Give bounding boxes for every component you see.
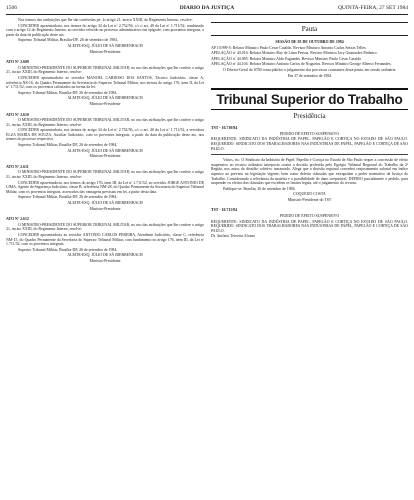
act-block-5 [6, 217, 204, 263]
act-body: CONCEDER aposentadoria ao servidor MANOEL CARDOSO DOS SANTOS, Técnico Judiciário, classe A, referência NS-16, do Quadro Permanente da Secretaria do Superior Tribunal Militar, nos termos do artigo 176, item II, da Lei nº 1.711/52, com os proventos calculados na forma da lei. [6, 75, 204, 90]
act-signed: Superior Tribunal Militar, Brasília-DF, 26 de setembro de 1984. [18, 247, 118, 252]
act-number: ATO Nº 2.609 [6, 60, 29, 65]
tribunal-title: Tribunal Superior do Trabalho [211, 88, 408, 110]
proceeding-parties: REQUERENTE: SINDICATO DA INDÚSTRIA DE PAPEL, PAPELÃO E CORTIÇA NO ESTADO DE SÃO PAULO. REQUERIDO: SINDICATO DOS TRABALHADORES NAS INDÚSTRIAS DE PAPEL, PAPELÃO E CORTIÇA DE SÃO PAULO. [211, 137, 408, 151]
act-role: Ministro-Presidente [89, 154, 121, 159]
act-body: CONCEDER aposentadoria, nos termos do artigo 176, item III, da Lei nº 1.711/52, ao servidor JORGE ANTONIO DE LIMA, Agente de Segurança Judiciária, classe B, referência NM-28, do Quadro Permanente da Secretaria do Superior Tribunal Militar, com os proventos integrais, acrescidos das vantagens previstas em lei, a partir desta data. [6, 180, 204, 194]
act-signer: ALMTE-ESQ. JÚLIO DE SÁ BIERRENBACH [67, 96, 143, 101]
issue-date: QUINTA-FEIRA, 27 SET 1984 [337, 5, 408, 11]
act-block-1 [6, 24, 204, 55]
act-number: ATO Nº 2.611 [6, 164, 29, 169]
proceeding-ref: TST - 10.711/84 [211, 208, 237, 213]
divider [211, 154, 408, 155]
proceeding-ref: TST - 10.710/84 [211, 126, 238, 131]
left-column [6, 18, 204, 496]
act-block-2 [6, 60, 204, 106]
pauta-item: AP 10.999-5: Relator Ministro Paulo Cesar Cataldo. Revisor Ministro Antonio Carlos Seixas Telles. [211, 45, 367, 50]
proceeding-final: Publique-se. Brasília, 26 de setembro de 1984. [223, 186, 296, 191]
page-number: 1506 [6, 5, 17, 11]
act-heading: O MINISTRO-PRESIDENTE DO SUPERIOR TRIBUNAL MILITAR, no uso das atribuições que lhe confere o artigo 21, inciso XXIII, do Regimento Interno, resolve: [6, 170, 204, 180]
proceeding-heading: PEDIDO DE EFEITO SUSPENSIVO [279, 214, 340, 219]
proceeding-parties: REQUERENTE: SINDICATO DA INDÚSTRIA DE PAPEL, PAPELÃO E CORTIÇA NO ESTADO DE SÃO PAULO. REQUERIDO: SINDICATO DOS TRABALHADORES NAS INDÚSTRIAS DE PAPEL, PAPELÃO E CORTIÇA DE SÃO PAULO. [211, 219, 408, 233]
act-heading: O MINISTRO-PRESIDENTE DO SUPERIOR TRIBUNAL MILITAR, no uso das atribuições que lhe confere o artigo 21, inciso XXIII, do Regimento Interno, resolve: [6, 65, 204, 75]
act-heading: O MINISTRO-PRESIDENTE DO SUPERIOR TRIBUNAL MILITAR, no uso das atribuições que lhe confere o artigo 21, inciso XXIII, do Regimento Interno, resolve: [6, 222, 204, 232]
proceeding-signer: COQUEIJO COSTA [293, 192, 326, 197]
act-signed: Supremo Tribunal Militar, Brasília-DF, 26 de setembro de 1984. [18, 38, 118, 43]
act-number: ATO Nº 2.612 [6, 217, 29, 222]
act-block-4 [6, 165, 204, 211]
pauta-item: APELAÇÃO nº 44.016: Relator Ministro Ruy de Lima Pessoa. Revisor Ministro Jacy Guimarães Pinheiro. [211, 51, 378, 56]
pauta-item: APELAÇÃO nº 44.085: Relator Ministro Aldo Fagundes. Revisor Ministro Paulo Cesar Cataldo. [211, 56, 362, 61]
act-signer: ALMTE-ESQ. JÚLIO DE SÁ BIERRENBACH [67, 201, 143, 205]
journal-title: DIARIO DA JUSTIÇA [179, 5, 235, 11]
act-role: Ministro-Presidente [89, 258, 121, 263]
proceeding-1 [211, 126, 408, 202]
proceeding-role: Ministro-Presidente do TST [287, 197, 332, 202]
intro-paragraph: Nos termos das atribuições que lhe são conferidas pe- lo artigo 21, inciso XXIII, do Regimento Interno, resolve: [18, 18, 193, 22]
act-number: ATO Nº 2.610 [6, 112, 29, 117]
act-role: Ministro-Presidente [89, 206, 121, 211]
proceeding-2 [211, 208, 408, 239]
act-signed: Superior Tribunal Militar, Brasília-DF, 26 de setembro de 1984. [18, 143, 118, 148]
act-role: Ministro-Presidente [89, 49, 121, 54]
pauta-footer: O Diretor-Geral do STM torna público o julgamento dos processos constantes desta pauta, em sessão ordinária. [223, 67, 397, 72]
right-column [211, 18, 408, 496]
proceeding-despacho: Vistos, etc. O Sindicato da Indústria de Papel, Papelão e Cortiça no Estado de São Paulo requer a concessão de efeito suspensivo ao recurso ordinário interposto contra a decisão proferida pelo Egrégio Tribunal Regional do Trabalho da 2ª Região, nos autos do dissídio coletivo instaurado. Alega que a decisão regional concedeu reajustamento salarial em índice superior ao previsto na legislação vigente, bem como deferiu cláusulas que extrapolam o poder normativo da Justiça do Trabalho. Considerando a relevância da matéria e a possibilidade de dano irreparável, DEFIRO parcialmente o pedido, para suspender os efeitos das cláusulas que excedem os limites legais, até o julgamento do recurso. [211, 158, 408, 186]
act-body: CONCEDER aposentadoria ao servidor ANTONIO CARLOS PEREIRA, Atendente Judiciário, classe C, referência NM-15, do Quadro Permanente da Secretaria do Superior Tribunal Militar, com fundamento no artigo 176, item III, da Lei nº 1.711/52, com os proventos integrais. [6, 232, 204, 247]
pauta-title: Pauta [211, 22, 408, 36]
act-block-3 [6, 113, 204, 159]
act-signer: ALMTE-ESQ. JÚLIO DE SÁ BIERRENBACH [67, 148, 143, 153]
presidencia-heading: Presidência [293, 112, 326, 121]
proceeding-advogado: Dr. Antônio Teixeira Afonso [211, 234, 256, 239]
act-role: Ministro-Presidente [89, 101, 121, 106]
act-body: CONCEDER aposentadoria, nos termos do artigo 34 da Lei nº 2.752/56, c/c o art. 40 da Lei nº 1.711/52, a servidora ELZA MARIA DE SOUZA, Auxiliar Judiciário, com os proventos integrais, a partir da data da publicação deste ato, nos termos do processo respectivo. [6, 128, 204, 142]
act-signer: ALMTE-ESQ. JÚLIO DE SÁ BIERRENBACH [67, 43, 143, 48]
act-body: CONCEDER aposentadoria, nos termos do artigo 34 da Lei nº 2.752/56, c/c o art. 40 da Lei nº 1.711/52, combinado com o artigo 12 do Regimento Interno, ao servidor referido no processo administrativo em epígrafe, com proventos integrais, a partir da data da publicação deste ato. [6, 23, 204, 37]
proceeding-heading: PEDIDO DE EFEITO SUSPENSIVO [279, 131, 340, 136]
session-heading: SESSÃO DE 03 DE OUTUBRO DE 1984 [275, 40, 344, 44]
act-heading: O MINISTRO-PRESIDENTE DO SUPERIOR TRIBUNAL MILITAR, no uso das atribuições que lhe confere o artigo 21, inciso XXIII, do Regimento Interno, resolve: [6, 118, 204, 127]
pauta-item: APELAÇÃO nº 44.104: Relator Ministro Antonio Carlos de Nogueira. Revisor Ministro George Alberto Fernandes. [211, 62, 392, 67]
page-header [6, 4, 408, 15]
act-signer: ALMTE-ESQ. JÚLIO DE SÁ BIERRENBACH [67, 253, 143, 258]
pauta-date: Em 27 de setembro de 1984 [287, 73, 332, 78]
act-signed: Superior Tribunal Militar, Brasília-DF, 26 de setembro de 1984. [18, 195, 118, 200]
act-signed: Superior Tribunal Militar, Brasília-DF, 26 de setembro de 1984. [18, 90, 118, 95]
